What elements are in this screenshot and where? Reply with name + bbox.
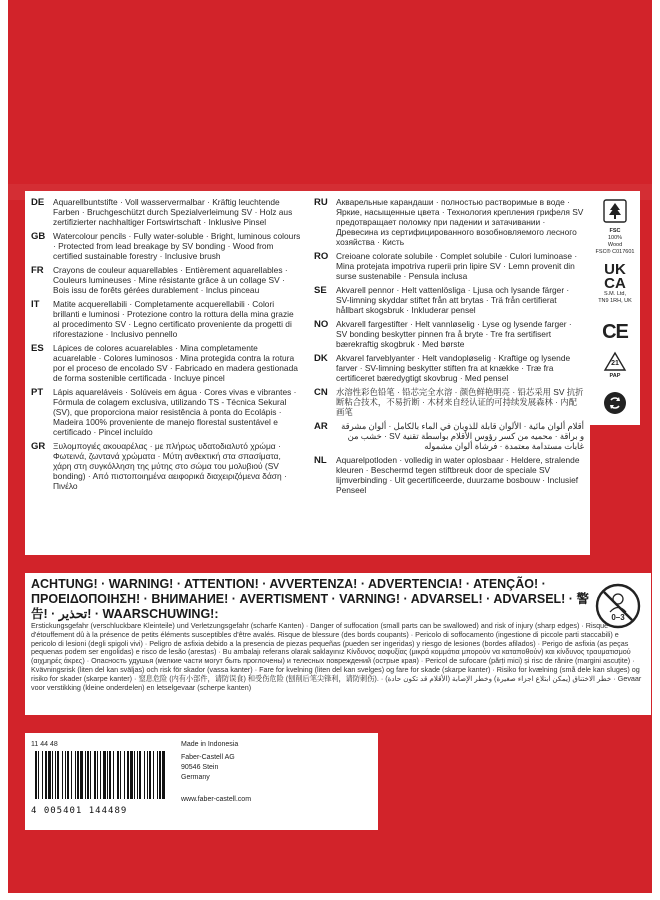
- language-code: GR: [31, 441, 46, 452]
- description-ru: [314, 197, 584, 247]
- packaging-back: [8, 0, 652, 893]
- fsc-brand: FSC: [609, 228, 621, 234]
- certification-panel: [590, 191, 640, 425]
- description-column-right: [314, 197, 584, 499]
- ukca-mark-icon: [590, 263, 640, 291]
- description-text: Lápis aquareláveis · Solúveis em água · Cores vivas e vibrantes · Fórmula de colagem exclusiva, utilizando TS - Técnica Sekural (SV), que proporciona maior resistência à ponta do Ecolápis · Madeira 100% proveniente de manejo florestal sustentável e certificado · Pincel incluído: [53, 387, 297, 437]
- description-se: [314, 285, 584, 315]
- language-code: DK: [314, 353, 328, 364]
- description-no: [314, 319, 584, 349]
- ce-mark-icon: CE: [602, 321, 628, 343]
- description-text: Watercolour pencils · Fully water-soluble · Bright, luminous colours · Protected from lead breakage by SV bonding · Wood from certified sustainable forestry · Inclusive brush: [53, 231, 301, 261]
- fsc-code: FSC® C017601: [595, 249, 635, 255]
- language-code: ES: [31, 343, 44, 354]
- fsc-material: Wood: [607, 242, 623, 248]
- language-code: IT: [31, 299, 40, 310]
- language-code: RU: [314, 197, 328, 208]
- description-nl: [314, 455, 584, 495]
- description-text: 水溶性彩色铅笔 · 铅芯完全水溶 · 颜色鲜艳明亮 · 铅芯采用 SV 抗折断粘合技术，不易折断 · 木材来自经认证的可持续发展森林 · 内配画笔: [336, 387, 584, 417]
- article-number: 11 44 48: [31, 741, 58, 748]
- description-pt: [31, 387, 301, 437]
- barcode-number: 4 005401 144489: [31, 806, 128, 816]
- language-code: AR: [314, 421, 328, 432]
- product-info-panel: [25, 733, 378, 830]
- language-code: NL: [314, 455, 327, 466]
- language-code: RO: [314, 251, 329, 262]
- recycling-pap-icon: [603, 351, 627, 373]
- ukca-name: S.M. Ltd,: [603, 291, 626, 297]
- fsc-percent: 100%: [607, 235, 623, 241]
- description-fr: [31, 265, 301, 295]
- warning-heading: ACHTUNG! · WARNING! · ATTENTION! · AVVERTENZA! · ADVERTENCIA! · ATENÇÃO! · ΠΡΟΕΙΔΟΠΟΙΗΣΗ! · ВНИМАНИЕ! · AVERTISMENT · VARNING! · ADVARSEL! · ADVARSEL! · 警告! · تحذير! · WAARSCHUWING!:: [31, 577, 589, 621]
- made-in: Made in Indonesia: [181, 741, 239, 748]
- manufacturer-line-1: Faber-Castell AG: [181, 754, 235, 761]
- fsc-tree-icon: [603, 199, 627, 223]
- language-code: NO: [314, 319, 329, 330]
- ukca-address: TN9 1RH, UK: [598, 298, 632, 304]
- language-code: PT: [31, 387, 44, 398]
- website: www.faber-castell.com: [181, 796, 252, 803]
- description-text: Matite acquerellabili · Completamente acquerellabili · Colori brillanti e luminosi · Protezione contro la rottura della mina grazie al procedimento SV · Legno certificato proveniente da progetti di riforestazione · Inclusivo pennello: [53, 299, 294, 339]
- description-text: Ξυλομπογιές ακουαρέλας · με πλήρως υδατοδιαλυτό χρώμα · Φωτεινά, ζωντανά χρώματα · Μύτη ανθεκτική στα σπασίματα, χάρη στη συγκόλληση της μύτης στο σώμα του μολυβιού (SV bonding) · Από πιστοποιημένα αειφορικά διαχειριζόμενα δάση · Πινέλο: [53, 441, 287, 491]
- description-de: [31, 197, 301, 227]
- language-code: FR: [31, 265, 44, 276]
- language-code: CN: [314, 387, 328, 398]
- warning-text: Erstickungsgefahr (verschluckbare Kleinteile) und Verletzungsgefahr (scharfe Kanten) · Danger of suffocation (small parts can be swallowed) and risk of injury (sharp edges) · Risque d'étouffement dû à la présence de petits éléments susceptibles d'être avalés. Risque de blessure (des bords coupants) · Pericolo di soffocamento (ingestione di piccole parti staccabili) e pericolo di lesioni (degli spigoli vivi) · Peligro de asfixia debido a la presencia de piezas pequeñas (pueden ser ingeridas) y riesgo de lesiones (bordes afilados) · Perigo de asfixia (as peças pequenas podem ser engolidas) e risco de lesão (arestas) · Bu ambalajı referans olarak saklayınız Κίνδυνος ασφυξίας (μικρά κομμάτια μπορούν να καταποθούν) και κίνδυνος τραυματισμού (αιχμηρές άκρες) · Опасность удушья (мелкие части могут быть проглочены) и телесных повреждений (острые края) · Pericol de sufocare (părți mici) și risc de rănire (margini ascuțite) · Kvävningsrisk (liten del kan sväljas) och risk för skador (vassa kanter) · Fare for kvelning (liten del kan svelges) og fare for skade (skarpe kanter) · Risiko for kvælning (små dele kan sluges) og risiko for skader (skarpe kanter) · 窒息危险 (内有小部件，请防误食) 和受伤危险 (刨削后笔尖锋利，请防刺伤). · خطر الاختناق (يمكن ابتلاع اجزاء صغيرة) وخطر الإصابة (الأقلام قد تكون حادة) · Gevaar voor verstikking (kleine onderdelen) en letselgevaar (scherpe kanten): [31, 621, 642, 692]
- ukca-mark: [590, 263, 640, 305]
- description-panel: [25, 191, 590, 555]
- description-text: Lápices de colores acuarelables · Mina completamente acuarelable · Colores luminosos · Mina protegida contra la rotura por el proceso de encolado SV · Fabricado en madera gestionada de forma sostenible certificada · Incluye pincel: [53, 343, 298, 383]
- pap-mark: [590, 351, 640, 380]
- description-text: Акварельные карандаши · полностью растворимые в воде · Яркие, насыщенные цвета · Технология крепления грифеля SV предотвращает поломку при падении и затачивании · Древесина из сертифицированного возобновляемого лесного хозяйства · Кисть: [336, 197, 584, 247]
- pap-number: 21: [611, 360, 619, 367]
- description-text: Creioane colorate solubile · Complet solubile · Culori luminoase · Mina protejata impotriva ruperii prin lipire SV · Lemn provenit din surse sustenabile · Pensula inclusa: [336, 251, 578, 281]
- language-code: GB: [31, 231, 46, 242]
- description-es: [31, 343, 301, 383]
- manufacturer-line-2: 90546 Stein: [181, 764, 219, 771]
- description-text: Akvarell pennor · Helt vattenlösliga · Ljusa och lysande färger · SV-limning skyddar stiftet från att brytas · Trä från certifierat hållbart skogsbruk · Inkluderar pensel: [336, 285, 570, 315]
- description-text: Aquarellbuntstifte · Voll wasservermalbar · Kräftig leuchtende Farben · Bruchgeschützt durch Spezialverleimung SV · Holz aus zertifizierter nachhaltiger Fortswirtschaft · Inklusive Pinsel: [53, 197, 293, 227]
- ce-mark: [590, 321, 640, 343]
- description-cn: [314, 387, 584, 417]
- description-column-left: [31, 197, 301, 495]
- description-text: Akvarell fargestifter · Helt vannløselig · Lyse og lysende farger · SV bonding beskytter pinnen fra å bryte · Tre fra sertifisert bærekraftig skogbruk · Med børste: [336, 319, 572, 349]
- recycle-arrows-icon: [603, 391, 627, 415]
- barcode-icon: [31, 751, 171, 803]
- description-text: أقلام ألوان مائية · الألوان قابلة للذوبان في الماء بالكامل · ألوان مشرقة و براقة · محميه من كسر رؤوس الأقلام بواسطة تقنية SV · خشب من غابات مستدامة معتمدة · فرشاة ألوان مشموله: [341, 421, 584, 451]
- age-warning-label: 0–3: [611, 613, 625, 622]
- description-ar: [314, 421, 584, 451]
- ukca-line-1: UK: [604, 261, 626, 278]
- description-gr: [31, 441, 301, 491]
- fsc-mark: [590, 199, 640, 256]
- description-text: Crayons de couleur aquarellables · Entièrement aquarellables · Couleurs lumineuses · Mine résistante grâce à un collage SV · Bois issu de forêts gérées durablement · Inclus pinceau: [53, 265, 288, 295]
- description-text: Akvarel farveblyanter · Helt vandopløselig · Kraftige og lysende farver · SV-limning beskytter stiften fra at knække · Træ fra certificeret bæredygtigt skovbrug · Med pensel: [336, 353, 571, 383]
- barcode: [31, 751, 171, 816]
- description-ro: [314, 251, 584, 281]
- manufacturer-line-3: Germany: [181, 774, 210, 781]
- language-code: DE: [31, 197, 45, 208]
- ukca-line-2: CA: [604, 275, 626, 292]
- description-dk: [314, 353, 584, 383]
- description-gb: [31, 231, 301, 261]
- warning-panel: [25, 573, 651, 715]
- language-code: SE: [314, 285, 327, 296]
- description-it: [31, 299, 301, 339]
- recycle-mark: [590, 391, 640, 420]
- manufacturer-address: [181, 753, 235, 783]
- description-text: Aquarelpotloden · volledig in water oplosbaar · Heldere, stralende kleuren · Beschermd tegen stiftbreuk door de speciale SV lijmverbinding · Uit gecertificeerde, duurzame bosbouw · Inclusief Penseel: [336, 455, 580, 495]
- pap-label: PAP: [609, 373, 621, 379]
